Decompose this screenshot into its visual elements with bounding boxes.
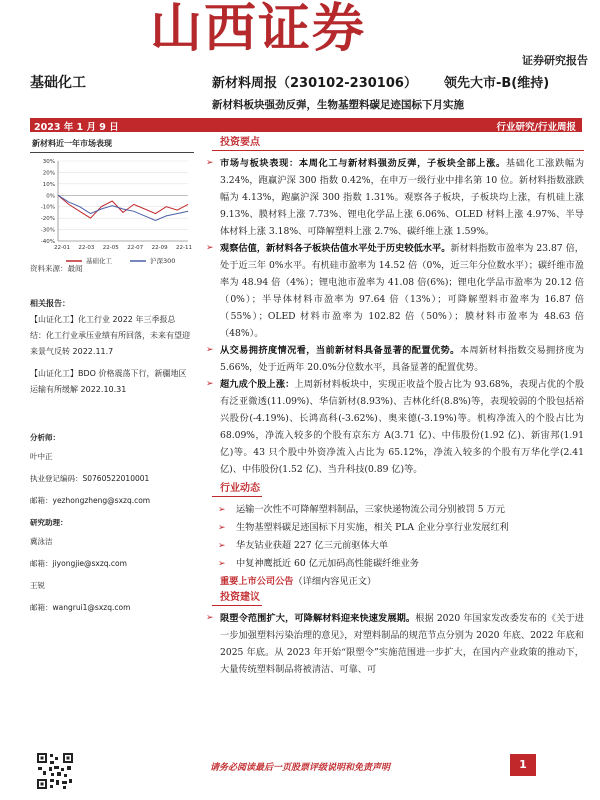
paragraph-stocks xyxy=(206,376,585,478)
bullet-arrow-icon: ➢ xyxy=(218,523,226,533)
section-title-investment: 投资要点 xyxy=(212,136,584,151)
paragraph-body: 根据 2020 年国家发改委发布的《关于进一步加强塑料污染治理的意见》，对塑料制品的规范节点分别为 2020 年底、2022 年底和 2025 年底。从 2023 年开始“限塑令”实施范围进一步扩大，在国内产业政策的推动下，大量传统塑料制品将被清洁、可靠、可 xyxy=(220,613,584,675)
y-tick-label: 10% xyxy=(42,181,55,188)
report-title: 新材料周报（230102-230106） xyxy=(212,76,417,91)
x-tick-label: 22-11 xyxy=(176,245,192,251)
legend-label: 沪深300 xyxy=(150,257,176,265)
assistant-label: 研究助理： xyxy=(30,518,68,527)
y-tick-label: 30% xyxy=(42,159,55,165)
legend-label: 基础化工 xyxy=(86,257,112,265)
analyst-name: 叶中正 xyxy=(30,452,53,461)
paragraph-market xyxy=(206,155,585,240)
paragraph-body: 新材料指数市盈率为 23.87 倍，处于近三年 0%水平。有机硅市盈率为 14.52 倍（0%，近三年分位数水平）；碳纤维市盈率为 48.94 倍（4%）；锂电池市盈率为 41.08 倍(6%)；锂电化学品市盈率为 20.12 倍（0%）；半导体材料市盈率为 97.64 倍（13%）；可降解塑料市盈率为 16.87 倍（55%）；OLED 材料市盈率为 102.82 倍（50%）；膜材料市盈率为 48.63 倍（48%）。 xyxy=(220,243,584,339)
related-reports xyxy=(30,296,190,404)
paragraph-body: 基础化工涨跌幅为 3.24%，跑赢沪深 300 指数 0.42%，在申万一级行业中排名第 10 位。新材料指数涨跌幅为 4.13%，跑赢沪深 300 指数 1.31%。观察各子板块，子板块均上涨，有机硅上涨 9.13%、膜材料上涨 7.73%、锂电化学品上涨 6.06%、OLED 材料上涨 4.97%、半导体材料上涨 3.18%、可降解塑料上涨 2.7%、碳纤维上涨 1.59%。 xyxy=(220,158,585,237)
company-announcements-title[interactable]: 重要上市公司公告 xyxy=(220,576,294,587)
chart-svg xyxy=(30,153,194,273)
assistant-name: 王锐 xyxy=(30,581,45,590)
y-tick-label: -20% xyxy=(40,216,55,223)
related-report-item[interactable]: 【山证化工】BDO 价格震荡下行，新疆地区运输有所缓解 2022.10.31 xyxy=(30,369,187,394)
bullet-arrow-icon: ➢ xyxy=(206,345,214,355)
list-item xyxy=(212,537,584,555)
company-announcements-note: （详细内容见正文） xyxy=(293,576,377,587)
assistant-email[interactable]: 邮箱：jiyongjie@sxzq.com xyxy=(30,559,127,568)
x-tick-label: 22-09 xyxy=(151,245,168,251)
y-tick-label: 0% xyxy=(46,193,55,200)
report-type: 证券研究报告 xyxy=(522,54,588,67)
logo-band xyxy=(0,0,600,52)
report-category: 行业研究/行业周报 xyxy=(496,122,576,133)
rating-label: 领先大市-B(维持) xyxy=(444,76,550,91)
bullet-arrow-icon: ➢ xyxy=(218,541,226,551)
list-item xyxy=(212,501,584,519)
paragraph-crowding xyxy=(206,342,585,376)
list-item-text: 运输一次性不可降解塑料制品，三家快递物流公司分别被罚 5 万元 xyxy=(236,504,505,515)
analyst-label: 分析师： xyxy=(30,433,60,442)
list-item-text: 中复神鹰抵近 60 亿元加码高性能碳纤维业务 xyxy=(236,558,419,569)
related-report-item[interactable]: 【山证化工】化工行业 2022 年三季报总结：化工行业承压业绩有所回落，未来有望迎来景气反转 2022.11.7 xyxy=(30,315,190,356)
assistant-name: 冀泳洁 xyxy=(30,537,53,546)
paragraph-advice xyxy=(206,610,584,678)
paragraph-body: 上周新材料板块中，实现正收益个股占比为 93.68%，表现占优的个股有泛亚微透(11.09%)、华信新材(8.93%)、吉林化纤(8.8%)等，表现较弱的个股包括裕兴股份(-4.19%)、长鸿高科(-3.62%)、奥来德(-3.19%)等。机构净流入的个股占比为 68.09%，净流入较多的个股有京东方 A(3.71 亿)、中伟股份(1.92 亿)、新宙邦(1.91 亿)等。43 只个股中外资净流入占比为 65.12%，净流入较多的个股有万华化学(2.41 亿)、中伟股份(1.52 亿)、当升科技(0.89 亿)等。 xyxy=(220,379,585,475)
section-title-dynamics: 行业动态 xyxy=(212,482,262,497)
x-tick-label: 22-03 xyxy=(78,245,95,251)
related-heading: 相关报告： xyxy=(30,299,70,308)
y-tick-label: 20% xyxy=(42,170,55,177)
qr-code-icon xyxy=(36,752,74,790)
bullet-arrow-icon: ➢ xyxy=(206,613,214,623)
analyst-email[interactable]: 邮箱：yezhongzheng@sxzq.com xyxy=(30,496,151,505)
bullet-arrow-icon: ➢ xyxy=(206,158,214,168)
bullet-arrow-icon: ➢ xyxy=(218,559,226,569)
report-subtitle: 新材料板块强劲反弹，生物基塑料碳足迹国标下月实施 xyxy=(212,99,464,111)
y-tick-label: -40% xyxy=(40,239,55,245)
x-tick-label: 22-07 xyxy=(127,245,144,251)
paragraph-lead: 市场与板块表现：本周化工与新材料强劲反弹，子板块全部上涨。 xyxy=(220,158,506,169)
list-item-text: 生物基塑料碳足迹国标下月实施，相关 PLA 企业分享行业发展红利 xyxy=(236,522,509,533)
paragraph-lead: 超九成个股上涨： xyxy=(220,379,295,390)
paragraph-body: 本周新材料指数交易拥挤度为 5.66%，处于近两年 20.0%分位数水平，具备显著的配置优势。 xyxy=(220,345,585,373)
bullet-arrow-icon: ➢ xyxy=(206,243,214,253)
x-tick-label: 22-05 xyxy=(102,245,119,251)
analyst-info xyxy=(30,432,190,624)
footer-disclaimer[interactable]: 请务必阅读最后一页股票评级说明和免责声明 xyxy=(210,763,391,773)
dynamics-list xyxy=(212,501,584,573)
main-content xyxy=(206,136,585,678)
bullet-arrow-icon: ➢ xyxy=(206,379,214,389)
bullet-arrow-icon: ➢ xyxy=(218,505,226,515)
y-tick-label: -10% xyxy=(40,204,55,211)
y-tick-label: -30% xyxy=(40,227,55,234)
analyst-license: 执业登记编码：S0760522010001 xyxy=(30,474,150,483)
company-announcements xyxy=(212,573,584,591)
list-item xyxy=(212,519,584,537)
page-number: 1 xyxy=(510,754,536,776)
chart-title: 新材料近一年市场表现 xyxy=(30,136,194,153)
date-bar xyxy=(30,118,582,132)
company-logo: 山西证券 xyxy=(150,0,367,52)
section-title-advice: 投资建议 xyxy=(212,591,262,606)
report-date: 2023 年 1 月 9 日 xyxy=(34,122,119,133)
list-item-text: 华友钴业获超 227 亿三元前驱体大单 xyxy=(236,540,389,551)
paragraph-lead: 观察估值，新材料各子板块估值水平处于历史较低水平。 xyxy=(220,243,451,254)
x-tick-label: 22-01 xyxy=(54,245,70,251)
paragraph-valuation xyxy=(206,240,584,342)
paragraph-lead: 限塑令范围扩大，可降解材料迎来快速发展期。 xyxy=(220,613,416,624)
assistant-email[interactable]: 邮箱：wangrui1@sxzq.com xyxy=(30,603,131,612)
sector-label: 基础化工 xyxy=(30,75,86,91)
chart-source: 资料来源：最闻 xyxy=(30,264,83,273)
market-chart xyxy=(30,153,194,273)
left-column xyxy=(30,136,194,273)
list-item xyxy=(212,555,584,573)
paragraph-lead: 从交易拥挤度情况看，当前新材料具备显著的配置优势。 xyxy=(220,345,460,356)
